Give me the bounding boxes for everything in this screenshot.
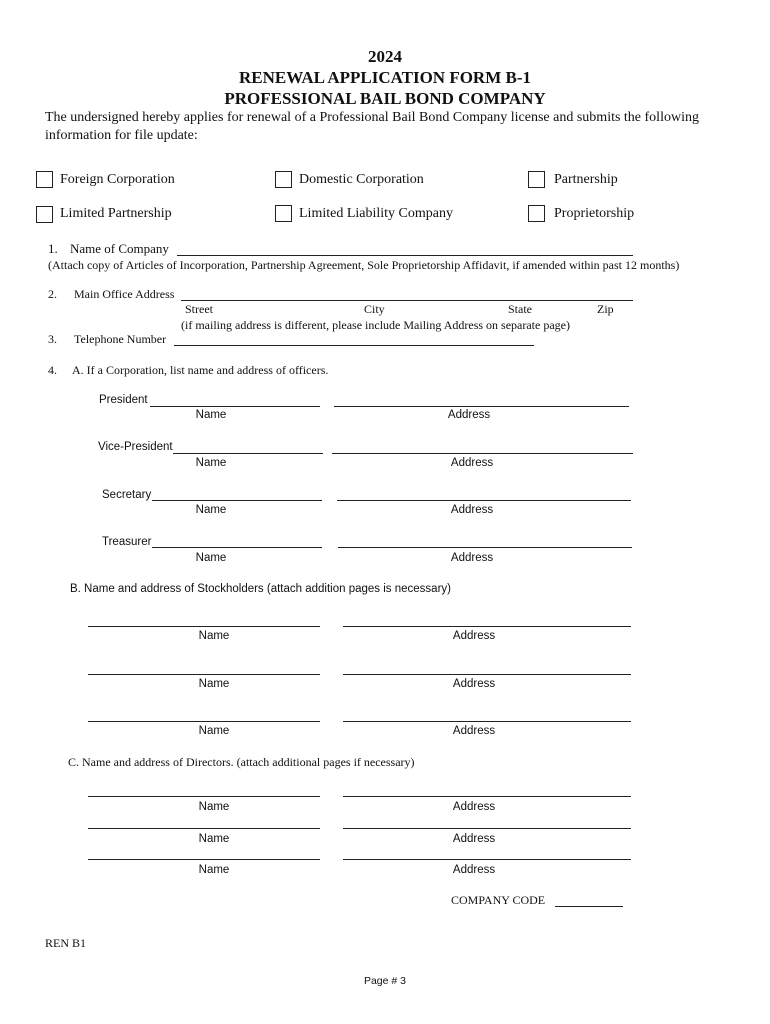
mailing-address-note: (if mailing address is different, please include Mailing Address on separate page) bbox=[181, 318, 570, 332]
stockholder-3-name-field[interactable] bbox=[88, 721, 320, 722]
officers-heading: A. If a Corporation, list name and address of officers. bbox=[72, 363, 329, 377]
director-1-name-field[interactable] bbox=[88, 796, 320, 797]
address-caption: Address bbox=[452, 725, 496, 737]
foreign-corporation-checkbox[interactable] bbox=[36, 171, 53, 188]
company-name-note: (Attach copy of Articles of Incorporation, Partnership Agreement, Sole Proprietorship Affidavit, if amended within past 12 months) bbox=[48, 258, 680, 272]
vice-president-label: Vice-President bbox=[98, 441, 173, 453]
stockholder-2-name-field[interactable] bbox=[88, 674, 320, 675]
city-caption: City bbox=[364, 302, 385, 316]
address-caption: Address bbox=[447, 409, 491, 421]
main-office-address-field[interactable] bbox=[181, 300, 633, 301]
page-number: Page # 3 bbox=[363, 975, 407, 987]
proprietorship-label: Proprietorship bbox=[554, 206, 635, 221]
name-caption: Name bbox=[198, 864, 230, 876]
section-1-number: 1. bbox=[48, 241, 58, 256]
president-label: President bbox=[99, 394, 148, 406]
address-caption: Address bbox=[450, 457, 494, 469]
director-3-name-field[interactable] bbox=[88, 859, 320, 860]
name-caption: Name bbox=[195, 552, 227, 564]
partnership-checkbox[interactable] bbox=[528, 171, 545, 188]
address-caption: Address bbox=[452, 833, 496, 845]
vice-president-name-field[interactable] bbox=[173, 453, 323, 454]
address-caption: Address bbox=[452, 630, 496, 642]
form-title: RENEWAL APPLICATION FORM B-1 bbox=[238, 68, 531, 87]
directors-heading: C. Name and address of Directors. (attach additional pages if necessary) bbox=[68, 755, 415, 769]
name-caption: Name bbox=[198, 833, 230, 845]
address-caption: Address bbox=[450, 552, 494, 564]
company-code-field[interactable] bbox=[555, 906, 623, 907]
section-4-number: 4. bbox=[48, 363, 57, 377]
company-name-field[interactable] bbox=[177, 255, 633, 256]
form-year: 2024 bbox=[368, 47, 402, 66]
domestic-corporation-label: Domestic Corporation bbox=[299, 172, 424, 187]
street-caption: Street bbox=[185, 302, 213, 316]
section-3-number: 3. bbox=[48, 332, 57, 346]
treasurer-address-field[interactable] bbox=[338, 547, 632, 548]
stockholder-2-address-field[interactable] bbox=[343, 674, 631, 675]
stockholders-heading: B. Name and address of Stockholders (attach addition pages is necessary) bbox=[70, 583, 451, 595]
address-caption: Address bbox=[450, 504, 494, 516]
limited-liability-company-label: Limited Liability Company bbox=[299, 206, 453, 221]
name-caption: Name bbox=[198, 630, 230, 642]
intro-text: The undersigned hereby applies for renewal of a Professional Bail Bond Company license and submits the following information for file update: bbox=[45, 110, 699, 143]
name-caption: Name bbox=[195, 409, 227, 421]
treasurer-name-field[interactable] bbox=[152, 547, 322, 548]
telephone-field[interactable] bbox=[174, 345, 534, 346]
zip-caption: Zip bbox=[597, 302, 614, 316]
name-caption: Name bbox=[198, 725, 230, 737]
secretary-label: Secretary bbox=[102, 489, 152, 501]
state-caption: State bbox=[508, 302, 532, 316]
secretary-name-field[interactable] bbox=[152, 500, 322, 501]
proprietorship-checkbox[interactable] bbox=[528, 205, 545, 222]
form-subtitle: PROFESSIONAL BAIL BOND COMPANY bbox=[224, 89, 546, 108]
form-code: REN B1 bbox=[45, 936, 87, 950]
address-caption: Address bbox=[452, 678, 496, 690]
director-2-address-field[interactable] bbox=[343, 828, 631, 829]
section-2-number: 2. bbox=[48, 287, 57, 301]
stockholder-1-name-field[interactable] bbox=[88, 626, 320, 627]
domestic-corporation-checkbox[interactable] bbox=[275, 171, 292, 188]
foreign-corporation-label: Foreign Corporation bbox=[60, 172, 175, 187]
limited-partnership-checkbox[interactable] bbox=[36, 206, 53, 223]
stockholder-1-address-field[interactable] bbox=[343, 626, 631, 627]
name-caption: Name bbox=[198, 678, 230, 690]
address-caption: Address bbox=[452, 801, 496, 813]
company-code-label: COMPANY CODE bbox=[451, 893, 546, 907]
secretary-address-field[interactable] bbox=[337, 500, 631, 501]
stockholder-3-address-field[interactable] bbox=[343, 721, 631, 722]
vice-president-address-field[interactable] bbox=[332, 453, 633, 454]
partnership-label: Partnership bbox=[554, 172, 618, 187]
company-name-label: Name of Company bbox=[70, 241, 169, 256]
name-caption: Name bbox=[195, 504, 227, 516]
name-caption: Name bbox=[195, 457, 227, 469]
telephone-label: Telephone Number bbox=[74, 332, 167, 346]
limited-partnership-label: Limited Partnership bbox=[60, 206, 172, 221]
limited-liability-company-checkbox[interactable] bbox=[275, 205, 292, 222]
director-2-name-field[interactable] bbox=[88, 828, 320, 829]
main-office-address-label: Main Office Address bbox=[74, 287, 175, 301]
name-caption: Name bbox=[198, 801, 230, 813]
president-address-field[interactable] bbox=[334, 406, 629, 407]
treasurer-label: Treasurer bbox=[102, 536, 152, 548]
address-caption: Address bbox=[452, 864, 496, 876]
director-1-address-field[interactable] bbox=[343, 796, 631, 797]
president-name-field[interactable] bbox=[150, 406, 320, 407]
director-3-address-field[interactable] bbox=[343, 859, 631, 860]
